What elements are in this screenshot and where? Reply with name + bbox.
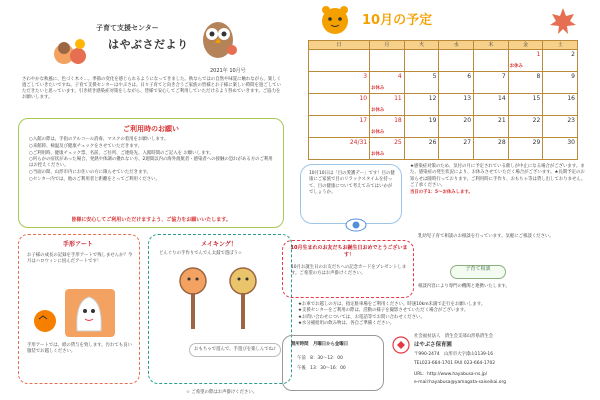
hours-title: 開所時間 月曜日から金曜日 — [291, 342, 349, 347]
calendar-week — [309, 94, 578, 116]
closed-label: お休み — [371, 152, 385, 158]
day-number: 2 — [571, 51, 575, 58]
weekday-wed: 水 — [439, 41, 474, 50]
day-number: 10 — [359, 95, 368, 102]
calendar-day — [543, 50, 578, 72]
day-number: 12 — [428, 95, 437, 102]
meiking-subtitle: どんぐりの手作りでんでん太鼓で遊ぼう☆ — [159, 251, 242, 256]
weekday-sat: 土 — [543, 41, 578, 50]
notice-item: ○センター内では、他のご利用者と距離をとってご利用ください。 — [29, 176, 160, 182]
birthday-text: 10月お誕生日のお友だちへの記念カードをプレゼントします。ご希望の方はお声掛けください。 — [291, 265, 407, 277]
day-number: 13 — [463, 95, 472, 102]
misc-item: ★水分補給用の飲み物は、各自ご準備ください。 — [298, 321, 395, 327]
day-number: 19 — [428, 117, 437, 124]
day-number: 29 — [532, 139, 541, 146]
day-number: 18 — [394, 117, 402, 124]
calendar-day — [309, 94, 370, 116]
org-url[interactable]: URL：http://www.hayabusa-ns.jp/ — [414, 372, 488, 377]
child-text: 乳幼児子育て相談のお相談を行っています。気軽にご相談ください。 — [418, 234, 554, 239]
closed-label: お休み — [371, 130, 385, 136]
calendar-day — [370, 116, 405, 138]
calendar-day — [309, 138, 370, 160]
calendar-day — [404, 72, 439, 94]
day-number: 7 — [501, 73, 506, 80]
day-number: 17 — [359, 117, 368, 124]
eye-day-bubble — [300, 164, 402, 224]
day-number: 26 — [428, 139, 437, 146]
day-number: 3 — [363, 73, 368, 80]
misc-item: ★お車でお越しの方は、指定駐車場をご利用ください。時速10km未満で走行をお願いします。 — [298, 302, 486, 307]
calendar-day — [309, 116, 370, 138]
calendar-day — [508, 50, 543, 72]
events-red-note: 当日の子1：5～お休みします。 — [410, 189, 473, 195]
birthday-box — [282, 240, 414, 298]
calendar-body — [309, 50, 578, 160]
calendar-day — [474, 50, 509, 72]
day-number: 21 — [498, 117, 506, 124]
calendar-day — [404, 94, 439, 116]
org-phone: TEL023-664-1701 FAX 023-664-1702 — [414, 361, 496, 366]
calendar-day — [439, 72, 474, 94]
hours-pm: 午後 13：30～16：00 — [297, 366, 346, 371]
calendar-day — [404, 50, 439, 72]
closed-label: お休み — [509, 64, 523, 70]
organization-info — [392, 334, 588, 394]
day-number: 23 — [567, 117, 575, 124]
closed-label: お休み — [371, 108, 385, 114]
notice-item: ○ご利用時、健康チェック票、名前、ご住所、ご連絡先、入館時間のご記入を お願いします。 — [29, 150, 214, 156]
closed-label: お休み — [371, 86, 385, 92]
eye-illustration — [344, 216, 368, 234]
calendar-day — [404, 138, 439, 160]
org-email[interactable]: e-mail:hayabusa@yamagata-saiseikai.org — [414, 380, 506, 385]
weekday-thu: 木 — [474, 41, 509, 50]
calendar-day — [474, 138, 509, 160]
notice-item: ○何らかの症状があった場合、発熱や体調の優れない方、2週間以内の海外渡航者・感染者への接触の恐れがある方のご利用はお控えください。 — [29, 157, 273, 169]
calendar-day — [508, 72, 543, 94]
calendar-day — [439, 50, 474, 72]
events-text: ★感染症対策のため、気付の月に予定されている催しが中止になる場合がございます。また、感染症の発生状況により、お休みさせていただく場合がございます。★長期予定のお知らせは随時行っております。ご利用時に手作り、おもちゃ等は貸し出しておりません。ご了承ください。 — [410, 164, 586, 189]
calendar-week — [309, 116, 578, 138]
calendar-day — [543, 72, 578, 94]
calendar-day — [309, 72, 370, 94]
acorn-drum-illustration — [163, 263, 279, 333]
day-number: 16 — [567, 95, 575, 102]
calendar-week — [309, 72, 578, 94]
calendar-day — [439, 94, 474, 116]
day-number: 8 — [536, 73, 541, 80]
center-name: 子育て支援センター — [96, 24, 159, 32]
notice-item: ○当面の間、山形市内にお住いの方に限らせていただきます。 — [29, 170, 151, 176]
owl-illustration — [196, 10, 242, 62]
calendar-day — [370, 50, 405, 72]
eye-day-text: 10月10日は「目の愛護デー」です！目の健康にご家族で目のリラックスタイムを持って、目の健康について考えてみてはいかがでしょうか。 — [309, 171, 395, 196]
day-number: 14 — [498, 95, 506, 102]
notice-item: ○入館の際は、手指のアルコール消毒、マスクの着用をお願いします。 — [29, 137, 169, 142]
day-number: 25 — [394, 139, 402, 146]
day-number: 24/31 — [349, 139, 368, 146]
intro-paragraph: さわやかな秋風に、色づく木々…。季節の変化を感じられるようになってきました。秋ならではの自然や味覚に触れながら、楽しく過ごしていきたいですね。子育て支援センターはやぶさは、日々子育てと向き合うご家族の皆様とお子様に楽しい時間を過ごしていただきたいと思っています。引き続き感染症対策をしながら、皆様で安心してご利用していただけるよう努めていきます。ご協力をお願いします。 — [22, 77, 282, 101]
notice-title: ご利用時のお願い — [123, 125, 179, 133]
squirrel-illustration — [318, 4, 352, 36]
calendar-day — [370, 72, 405, 94]
notice-footer: 皆様に安心してご利用いただけますよう、ご協力をお願いいたします。 — [71, 217, 231, 223]
child-note: 相談内容により専門の機関と連携いたします。 — [418, 284, 510, 289]
notice-box — [18, 118, 284, 228]
calendar-day — [474, 72, 509, 94]
calendar-day — [439, 116, 474, 138]
day-number: 30 — [567, 139, 575, 146]
notice-item: ○来館時、検温及び健康チェックをさせていただきます。 — [29, 143, 143, 149]
weekday-sun: 日 — [309, 41, 370, 50]
calendar-day — [370, 138, 405, 160]
calendar-day — [508, 138, 543, 160]
newsletter-title: はやぶさだより — [108, 38, 189, 51]
birthday-title: 10月生まれのお友だちお誕生日おめでとうございます！ — [290, 245, 408, 258]
org-parent: 社会福祉法人 済生会支部山形県済生会 — [414, 334, 494, 339]
hours-am: 午前 8：30～12：00 — [297, 356, 343, 361]
october-calendar — [308, 40, 578, 160]
craft-title: 手形アート — [63, 241, 93, 248]
calendar-title: 10月の予定 — [362, 13, 433, 28]
ghost-handprint-illustration — [29, 279, 133, 339]
day-number: 22 — [532, 117, 541, 124]
day-number: 20 — [463, 117, 472, 124]
calendar-day — [543, 116, 578, 138]
consultation-badge: 子育て相談 — [450, 265, 506, 279]
day-number: 15 — [532, 95, 541, 102]
misc-item: ★支援センターをご利用の際は、活動の様子を撮影させていただく場合がございます。 — [298, 308, 469, 314]
day-number: 11 — [394, 95, 402, 102]
hours-box — [282, 335, 384, 391]
calendar-week — [309, 138, 578, 160]
weekday-fri: 金 — [508, 41, 543, 50]
misc-notices — [298, 302, 586, 328]
calendar-day — [439, 138, 474, 160]
calendar-day — [508, 116, 543, 138]
day-number: 1 — [536, 51, 541, 58]
nursery-logo-icon — [392, 336, 410, 354]
org-address: 〒990-2474 山形市大字漆山1139-16 — [414, 352, 494, 357]
meiking-title: メイキング！ — [201, 241, 237, 248]
acorn-illustration — [50, 34, 90, 70]
calendar-day — [370, 94, 405, 116]
calendar-day — [404, 116, 439, 138]
craft-text: お子様の成長の記録を手形アートで残しませんか？今月はハロウィンに因んだアートです！ — [27, 253, 133, 265]
day-number: 9 — [571, 73, 575, 80]
calendar-day — [543, 138, 578, 160]
org-name: はやぶさ保育園 — [414, 342, 452, 348]
meiking-caption: おもちゃで遊んで、手遊びを楽しんでね♪ — [189, 343, 281, 357]
maple-leaf-icon — [548, 6, 578, 36]
weekday-mon: 月 — [370, 41, 405, 50]
events-notice — [410, 164, 586, 226]
meiking-box — [148, 234, 292, 384]
calendar-day — [309, 50, 370, 72]
notice-list — [29, 137, 277, 184]
calendar-day — [474, 94, 509, 116]
calendar-day — [508, 94, 543, 116]
craft-box — [18, 234, 140, 384]
day-number: 28 — [498, 139, 506, 146]
day-number: 6 — [467, 73, 472, 80]
calendar-week — [309, 50, 578, 72]
footer-note: ☆ ご希望の際はお声掛けください。 — [186, 390, 258, 395]
calendar-day — [543, 94, 578, 116]
day-number: 5 — [432, 73, 437, 80]
day-number: 27 — [463, 139, 472, 146]
misc-item: ★お問い合わせについては、お電話等でお問い合わせください。 — [298, 314, 425, 320]
calendar-day — [474, 116, 509, 138]
issue-date: 2021年 10月号 — [210, 68, 246, 74]
weekday-tue: 火 — [404, 41, 439, 50]
craft-caption: 手形アートでは、紙の貸与を致します。汚れても良い服装でお越しください。 — [27, 343, 132, 355]
day-number: 4 — [397, 73, 402, 80]
